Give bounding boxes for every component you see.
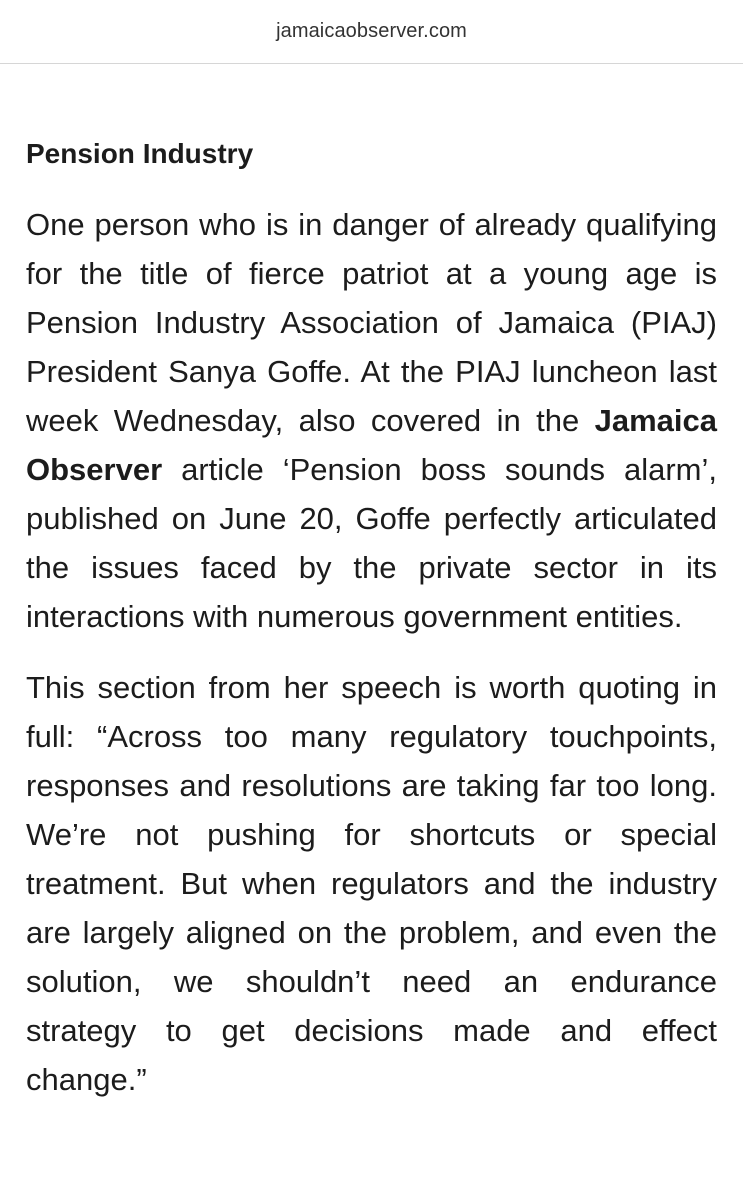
paragraph-1-text-start: One person who is in danger of already qualifying for the title of fierce patriot at a young age is Pension Industry Association of Jamaica (PIAJ) President Sanya Goffe. At the PIAJ luncheon last week Wednesday, also covered in the — [26, 207, 717, 438]
article-paragraph-1 — [26, 200, 717, 641]
address-bar[interactable] — [0, 0, 743, 64]
publication-name: Jamaica Observer — [26, 403, 717, 487]
section-heading: Pension Industry — [26, 138, 254, 169]
article-body — [0, 136, 743, 1104]
url-text[interactable]: jamaicaobserver.com — [276, 20, 467, 42]
paragraph-1-text-end: article ‘Pension boss sounds alarm’, published on June 20, Goffe perfectly articulated the issues faced by the private sector in its interactions with numerous government entities. — [26, 452, 717, 634]
article-paragraph-2: This section from her speech is worth quoting in full: “Across too many regulatory touchpoints, responses and resolutions are taking far too long. We’re not pushing for shortcuts or special treatment. But when regulators and the industry are largely aligned on the problem, and even the solution, we shouldn’t need an endurance strategy to get decisions made and effect change.” — [26, 670, 717, 1097]
